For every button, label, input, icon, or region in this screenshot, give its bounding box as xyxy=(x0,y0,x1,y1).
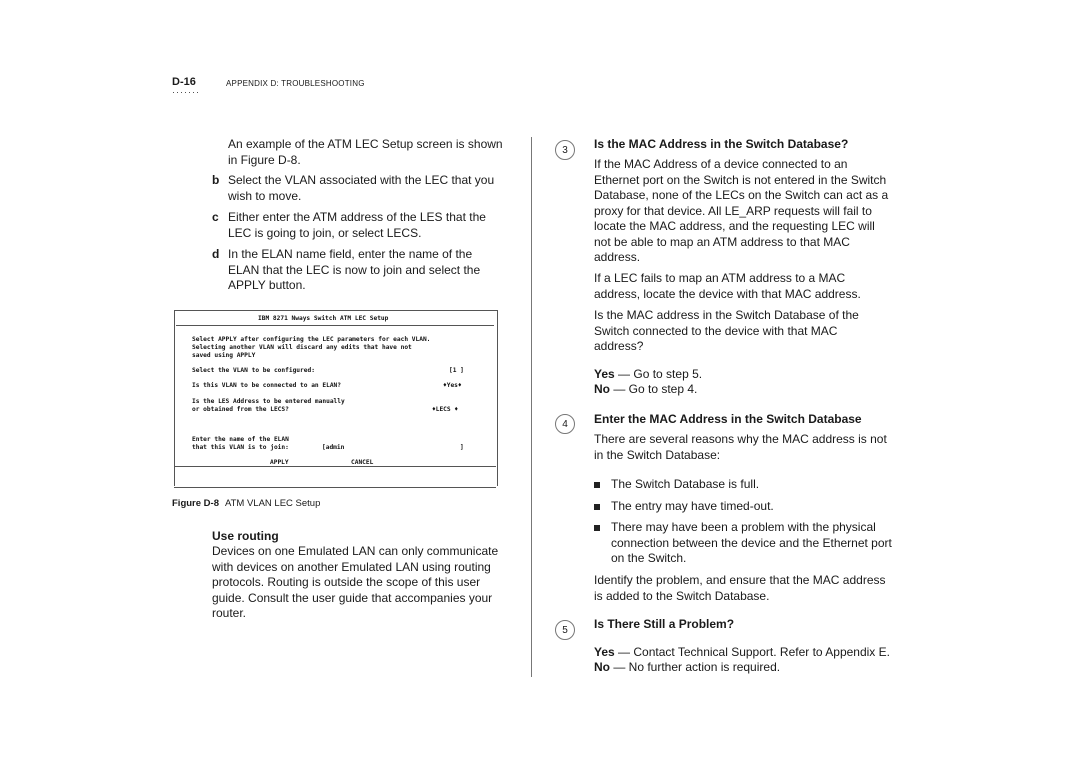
bullet-item xyxy=(594,520,894,567)
screen-line: saved using APPLY xyxy=(192,352,256,359)
figure-bottom-band xyxy=(174,466,496,488)
bullet-text: The Switch Database is full. xyxy=(611,477,760,491)
bullet-marker xyxy=(594,482,600,488)
step-3-heading xyxy=(594,137,848,151)
step-3-paragraph: If the MAC Address of a device connected to an Ethernet port on the Switch is not entered in the Switch Database, none of the LECs on the Switch can act as a proxy for that device. All LE_ARP requests will fail to locate the MAC address, and the requesting LEC will not be able to map an ATM address to that MAC address. xyxy=(594,157,889,264)
step-4-paragraph: Identify the problem, and ensure that the MAC address is added to the Switch Database. xyxy=(594,573,886,603)
routing-paragraph: Devices on one Emulated LAN can only communicate with devices on another Emulated LAN using routing protocols. Routing is outside the scope of this user guide. Consult the user guide that accompanies your router. xyxy=(212,544,499,620)
step-3-yes xyxy=(594,367,702,383)
routing-heading-text: Use routing xyxy=(212,529,279,543)
yes-label: Yes xyxy=(594,367,615,381)
elan-connect-toggle[interactable]: ♦Yes♦ xyxy=(443,382,462,389)
bullet-item xyxy=(594,499,894,515)
step-3-paragraph: If a LEC fails to map an ATM address to a MAC address, locate the device with that MAC address. xyxy=(594,271,861,301)
figure-label: Figure D-8 xyxy=(172,498,219,509)
list-label: d xyxy=(212,247,220,261)
yes-text: — Contact Technical Support. Refer to Appendix E. xyxy=(614,645,890,659)
figure-caption-text: ATM VLAN LEC Setup xyxy=(224,498,321,509)
step-3-heading-text: Is the MAC Address in the Switch Database? xyxy=(594,137,849,151)
step-5-badge: 5 xyxy=(555,620,575,640)
step-5-heading-text: Is There Still a Problem? xyxy=(594,617,735,631)
column-divider xyxy=(531,137,532,677)
no-text: — No further action is required. xyxy=(610,660,781,674)
intro-paragraph: An example of the ATM LEC Setup screen is shown in Figure D-8. xyxy=(228,137,503,167)
list-item-c xyxy=(212,210,504,241)
step-3-paragraph: Is the MAC address in the Switch Database of the Switch connected to the device with that MAC address? xyxy=(594,308,859,353)
appendix-title: APPENDIX D: TROUBLESHOOTING xyxy=(226,79,365,88)
screen-line: Selecting another VLAN will discard any edits that have not xyxy=(192,344,412,351)
step-4-heading xyxy=(594,412,862,426)
list-label: c xyxy=(212,210,219,224)
figure-caption xyxy=(172,498,320,509)
yes-text: — Go to step 5. xyxy=(614,367,703,381)
no-label: No xyxy=(594,660,610,674)
step-4-badge: 4 xyxy=(555,414,575,434)
step-5-heading xyxy=(594,617,734,631)
elan-name-field[interactable]: [admin xyxy=(322,444,345,451)
bullet-text: There may have been a problem with the physical connection between the device and the Ethernet port on the Switch. xyxy=(611,520,892,565)
yes-label: Yes xyxy=(594,645,615,659)
bullet-text: The entry may have timed-out. xyxy=(611,499,774,513)
elan-name-field-end: ] xyxy=(460,444,464,451)
elan-name-label: Enter the name of the ELAN xyxy=(192,436,289,443)
elan-name-label: that this VLAN is to join: xyxy=(192,444,289,451)
page-number-decoration: ······· xyxy=(172,87,200,97)
les-address-question: or obtained from the LECS? xyxy=(192,406,289,413)
list-text: Either enter the ATM address of the LES that the LEC is going to join, or select LECS. xyxy=(228,210,486,240)
les-source-toggle[interactable]: ♦LECS ♦ xyxy=(432,406,459,413)
no-label: No xyxy=(594,382,610,396)
list-text: In the ELAN name field, enter the name of the ELAN that the LEC is now to join and select the APPLY button. xyxy=(228,247,481,292)
vlan-select-field[interactable]: [1 ] xyxy=(449,367,464,374)
step-4-paragraph: There are several reasons why the MAC address is not in the Switch Database: xyxy=(594,432,887,462)
cancel-button[interactable]: CANCEL xyxy=(351,459,374,466)
screen-title: IBM 8271 Nways Switch ATM LEC Setup xyxy=(258,315,389,322)
routing-heading xyxy=(212,529,279,543)
step-5-yes xyxy=(594,645,894,661)
apply-button[interactable]: APPLY xyxy=(270,459,289,466)
list-item-b xyxy=(212,173,504,204)
bullet-marker xyxy=(594,525,600,531)
list-label: b xyxy=(212,173,220,187)
elan-connect-question: Is this VLAN to be connected to an ELAN? xyxy=(192,382,342,389)
vlan-select-label: Select the VLAN to be configured: xyxy=(192,367,315,374)
screen-line: Select APPLY after configuring the LEC parameters for each VLAN. xyxy=(192,336,431,343)
no-text: — Go to step 4. xyxy=(610,382,698,396)
screen-title-divider xyxy=(176,325,494,326)
list-item-d xyxy=(212,247,504,294)
les-address-question: Is the LES Address to be entered manually xyxy=(192,398,345,405)
step-4-heading-text: Enter the MAC Address in the Switch Database xyxy=(594,412,862,426)
step-5-no xyxy=(594,660,780,676)
list-text: Select the VLAN associated with the LEC that you wish to move. xyxy=(228,173,495,203)
bullet-item xyxy=(594,477,894,493)
bullet-marker xyxy=(594,504,600,510)
step-3-badge: 3 xyxy=(555,140,575,160)
page-number: D-16 xyxy=(172,76,196,88)
step-3-no xyxy=(594,382,697,398)
